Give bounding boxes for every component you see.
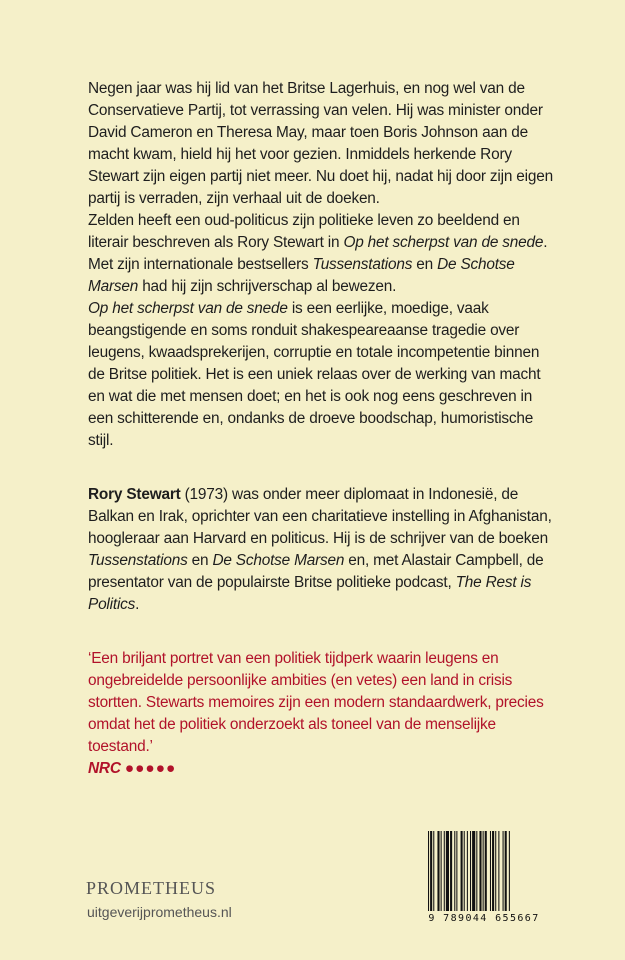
book-description xyxy=(88,78,558,452)
book-title: Op het scherpst van de snede xyxy=(343,234,544,251)
barcode-icon xyxy=(424,829,544,915)
blurb-paragraph-2: Zelden heeft een oud-politicus zijn politieke leven zo beeldend en literair beschreven als Rory Stewart in Op het scherpst van de snede. Met zijn internationale bestsellers Tussenstations en De Schotse Marsen had hij zijn schrijverschap al bewezen. xyxy=(88,212,548,295)
isbn-barcode xyxy=(424,829,544,930)
author-name: Rory Stewart xyxy=(88,486,181,503)
book-title-tussenstations: Tussenstations xyxy=(312,256,413,273)
author-bio-paragraph: Rory Stewart (1973) was onder meer diplomaat in Indonesië, de Balkan en Irak, oprichter van een charitatieve instelling in Afghanistan, hoogleraar aan Harvard en politicus. Hij is de schrijver van de boeken Tussenstations en De Schotse Marsen en, met Alastair Campbell, de presentator van de populairste Britse politieke podcast, The Rest is Politics. xyxy=(88,486,552,613)
review-quote xyxy=(88,648,558,780)
blurb-paragraph-3: Op het scherpst van de snede is een eerlijke, moedige, vaak beangstigende en soms ronduit shakespeareaanse tragedie over leugens, kwaadsprekerijen, corruptie en totale incompetentie binnen de Britse politiek. Het is een uniek relaas over de werking van macht en wat die met mensen doet; en het is ook nog eens geschreven in een schitterende en, ondanks de droeve boodschap, humoristische stijl. xyxy=(88,300,541,449)
review-source xyxy=(88,758,558,780)
isbn-digits: 9 789044 655667 xyxy=(428,913,540,924)
author-bio xyxy=(88,484,558,616)
review-rating-dots: ●●●●● xyxy=(124,760,177,777)
publisher-logo: PROMETHEUS xyxy=(86,878,217,898)
book-title-tussenstations: Tussenstations xyxy=(88,552,188,569)
podcast-title: The Rest is Politics xyxy=(88,574,532,613)
book-title-schotse-marsen: De Schotse Marsen xyxy=(212,552,345,569)
book-title-schotse-marsen: De Schotse Marsen xyxy=(88,256,515,295)
blurb-paragraph-1: Negen jaar was hij lid van het Britse Lagerhuis, en nog wel van de Conservatieve Partij, tot verrassing van velen. Hij was minister onder David Cameron en Theresa May, maar toen Boris Johnson aan de macht kwam, hield hij het voor gezien. Inmiddels herkende Rory Stewart zijn eigen partij niet meer. Nu doet hij, nadat hij door zijn eigen partij is verraden, zijn verhaal uit de doeken. xyxy=(88,80,553,207)
publisher-website: uitgeverijprometheus.nl xyxy=(87,904,232,920)
book-title: Op het scherpst van de snede xyxy=(88,300,288,317)
review-quote-text: ‘Een briljant portret van een politiek tijdperk waarin leugens en ongebreidelde persoonlijke ambities (en vetes) een land in crisis stortten. Stewarts memoires zijn een modern standaardwerk, precies omdat het de politiek onderzoekt als toneel van de menselijke toestand.’ xyxy=(88,650,544,755)
review-source-name: NRC xyxy=(88,760,121,777)
